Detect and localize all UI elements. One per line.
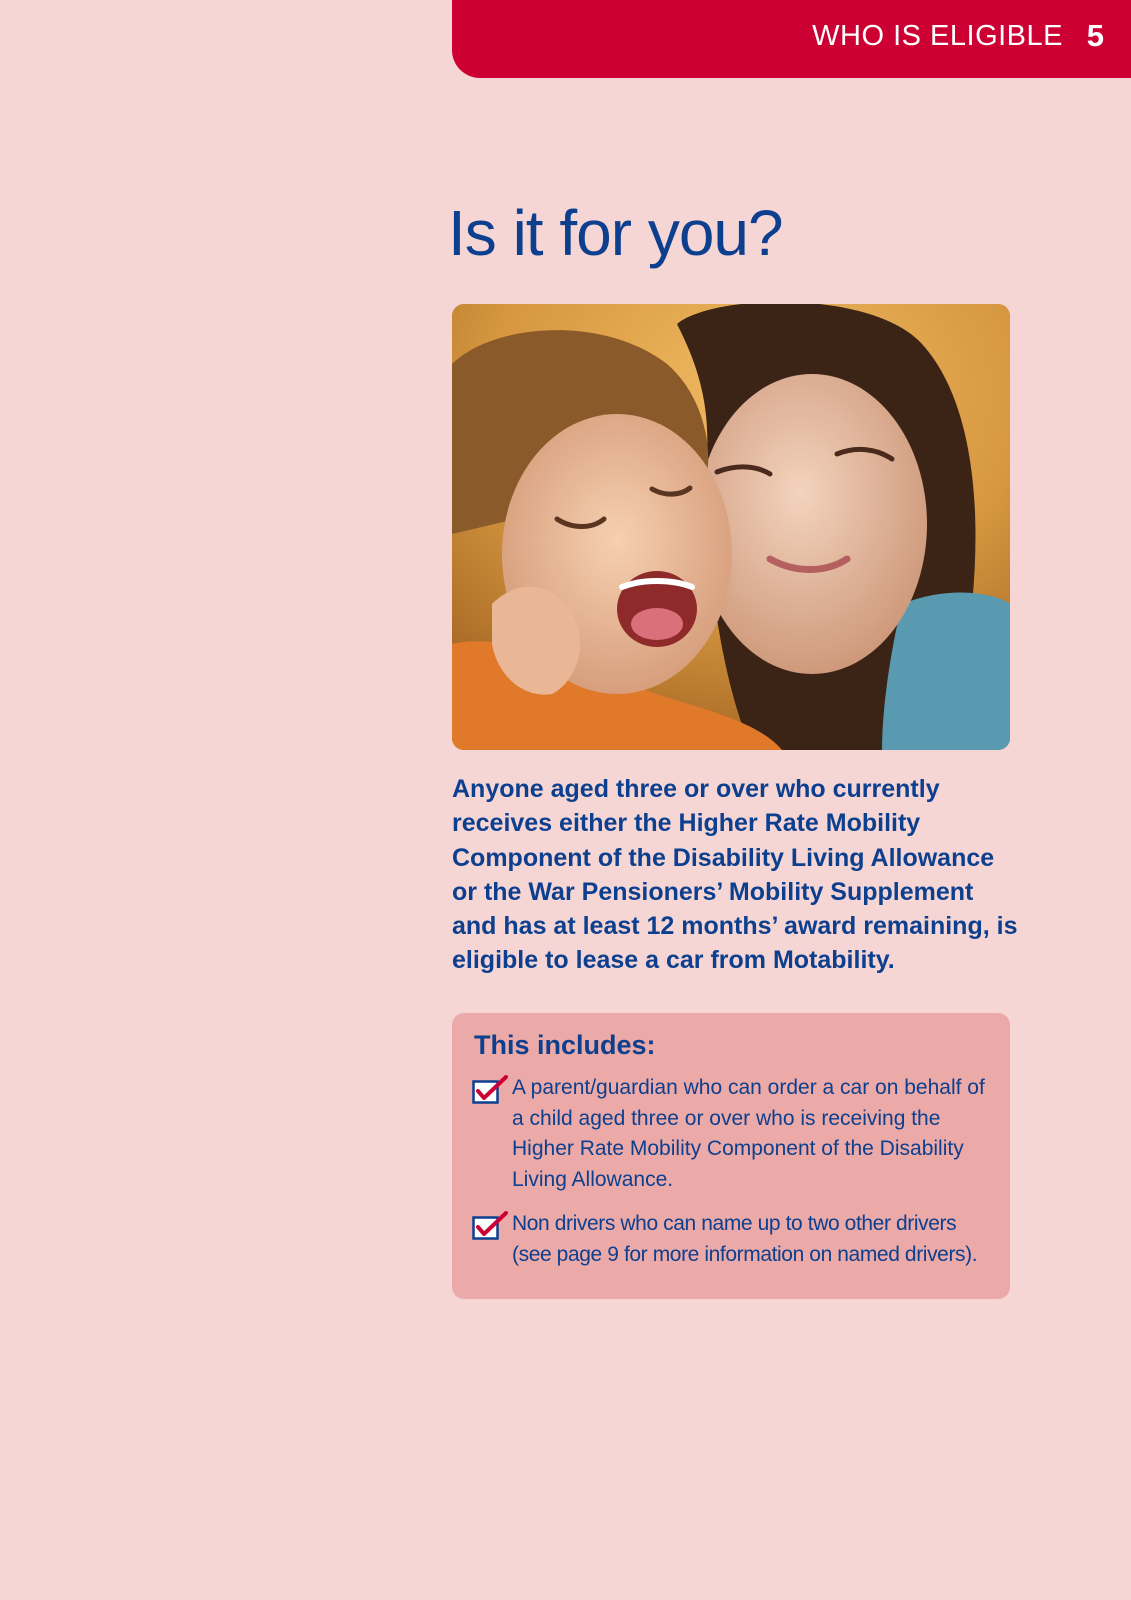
include-item-text: Non drivers who can name up to two other drivers (see page 9 for more information on named drivers). (512, 1212, 978, 1266)
include-item-text: A parent/guardian who can order a car on behalf of a child aged three or over who is receiving the Higher Rate Mobility Component of the Disability Living Allowance. (512, 1076, 985, 1191)
checkbox-checked-icon (472, 1075, 508, 1105)
page-number: 5 (1086, 18, 1104, 53)
photo-mother-and-child (452, 304, 1010, 750)
includes-heading: This includes: (474, 1030, 656, 1060)
page-title: Is it for you? (448, 197, 783, 269)
section-header-tab (452, 0, 1131, 78)
intro-paragraph: Anyone aged three or over who currently receives either the Higher Rate Mobility Component of the Disability Living Allowance or the War Pensioners’ Mobility Supplement and has at least 12 months’ award remaining, is eligible to lease a car from Motability. (452, 775, 1018, 975)
section-label: WHO IS ELIGIBLE (812, 20, 1063, 52)
checkbox-checked-icon (472, 1211, 508, 1241)
includes-box (452, 1013, 1010, 1299)
